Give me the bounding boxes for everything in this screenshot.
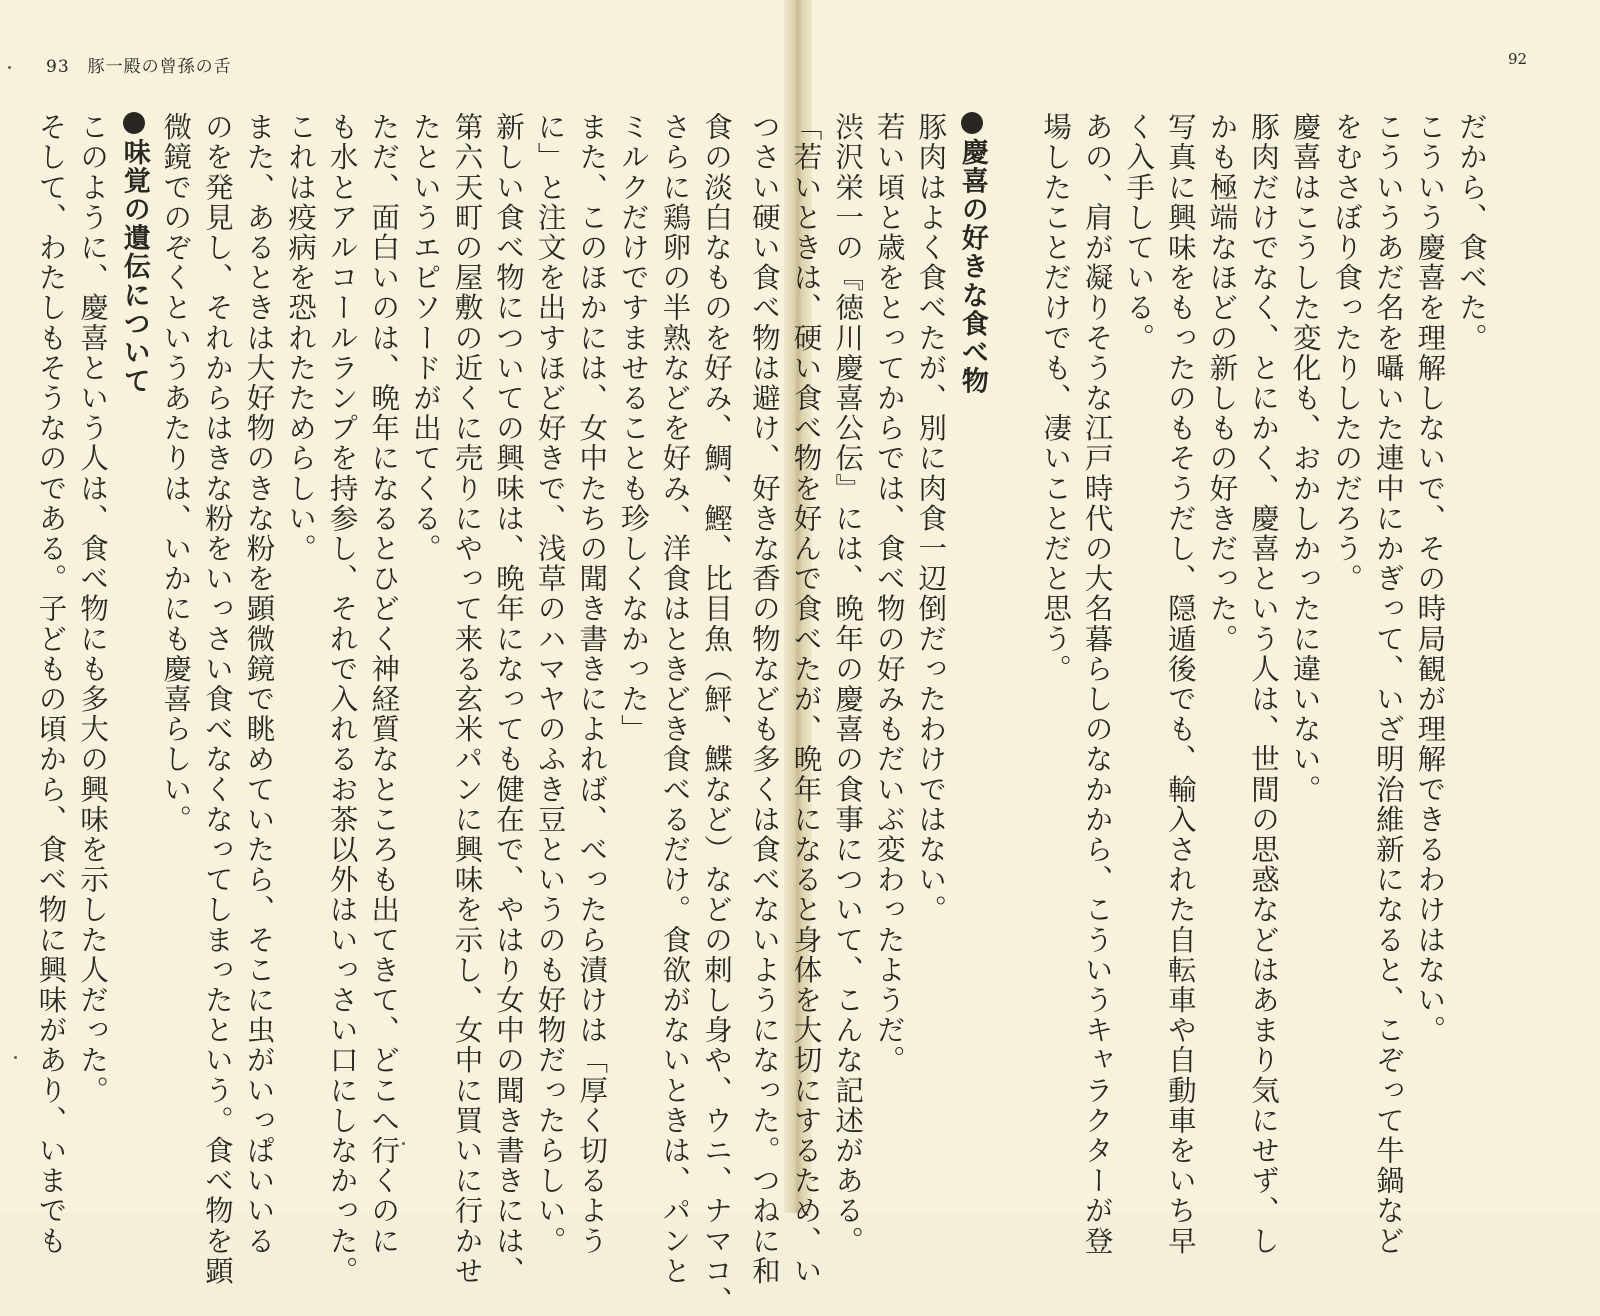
text-line: 豚肉だけでなく、とにかく、慶喜という人は、世間の思惑などはあまり気にせず、し <box>1247 112 1281 1256</box>
text-line: 場したことだけでも、凄いことだと思う。 <box>1039 112 1073 684</box>
text-line: あの、肩が凝りそうな江戸時代の大名暮らしのなかから、こういうキャラクターが登 <box>1080 112 1114 1256</box>
text-line: 若い頃と歳をとってからでは、食べ物の好みもだいぶ変わったようだ。 <box>872 112 906 1076</box>
scan-speck <box>14 1056 17 1059</box>
section-heading <box>951 112 993 1172</box>
section-heading <box>113 112 155 1172</box>
text-line: ただ、面白いのは、晩年になるとひどく神経質なところも出てきて、どこへ行くのに <box>367 112 401 1256</box>
text-line: のを発見し、それからはきな粉をいっさい食べなくなってしまったという。食べ物を顕 <box>200 112 234 1286</box>
text-line: 第六天町の屋敷の近くに売りにやって来る玄米パンに興味を示し、女中に買いに行かせ <box>450 112 484 1286</box>
text-line: 慶喜はこうした変化も、おかしかったに違いない。 <box>1288 112 1322 805</box>
left-running-head <box>46 52 232 77</box>
right-page-number: 92 <box>1508 50 1528 68</box>
text-line: そして、わたしもそうなのである。子どもの頃から、食べ物に興味があり、いまでも <box>34 112 68 1256</box>
text-line: 豚肉はよく食べたが、別に肉食一辺倒だったわけではない。 <box>914 112 948 925</box>
text-line: 微鏡でのぞくというあたりは、いかにも慶喜らしい。 <box>159 112 193 835</box>
text-line: さらに鶏卵の半熟などを好み、洋食はときどき食べるだけ。食欲がないときは、パンと <box>658 112 692 1286</box>
text-line: 食の淡白なものを好み、鯛、鰹、比目魚（鮃、鰈など）などの刺し身や、ウニ、ナマコ、 <box>700 112 733 1316</box>
text-line: く入手している。 <box>1122 112 1156 353</box>
left-page-number: 93 <box>46 57 70 77</box>
right-page-text <box>747 112 1492 1286</box>
bullet-dot-icon <box>961 112 983 134</box>
text-line: 渋沢栄一の『徳川慶喜公伝』には、晩年の慶喜の食事について、こんな記述がある。 <box>831 112 865 1256</box>
left-page-text <box>34 112 737 1316</box>
text-line: たというエピソードが出てくる。 <box>408 112 442 564</box>
text-line: 写真に興味をもったのもそうだし、隠遁後でも、輸入された自転車や自動車をいち早 <box>1163 112 1197 1256</box>
text-line: 新しい食べ物についての興味は、晩年になっても健在で、やはり女中の聞き書きには、 <box>492 112 526 1286</box>
text-line: も水とアルコールランプを持参し、それで入れるお茶以外はいっさい口にしなかった。 <box>325 112 359 1286</box>
text-line: だから、食べた。 <box>1455 112 1488 353</box>
section-heading-text: 慶喜の好きな食べ物 <box>956 138 988 396</box>
text-line: ミルクだけですませることも珍しくなかった」 <box>616 112 650 745</box>
bullet-dot-icon <box>123 112 145 134</box>
text-line: また、このほかには、女中たちの聞き書きによれば、べったら漬けは「厚く切るよう <box>575 112 609 1256</box>
text-line: このように、慶喜という人は、食べ物にも多大の興味を示した人だった。 <box>76 112 110 1106</box>
text-line: つさい硬い食べ物は避け、好きな香の物なども多くは食べないようになった。つねに和 <box>747 112 781 1286</box>
blank-line <box>993 112 1035 1172</box>
text-line: 「若いときは、硬い食べ物を好んで食べたが、晩年になると身体を大切にするため、い <box>789 112 823 1286</box>
scan-speck <box>8 66 11 69</box>
section-heading-text: 味覚の遺伝について <box>118 138 150 396</box>
text-line: また、あるときは大好物のきな粉を顕微鏡で眺めていたら、そこに虫がいっぱいいる <box>242 112 276 1256</box>
scan-speck <box>402 1142 405 1145</box>
running-title: 豚一殿の曾孫の舌 <box>87 57 232 77</box>
text-line: こういう慶喜を理解しないで、その時局観が理解できるわけはない。 <box>1413 112 1447 1046</box>
text-line: に」と注文を出すほど好きで、浅草のハマヤのふき豆というのも好物だったらしい。 <box>533 112 567 1256</box>
text-line: こういうあだ名を囁いた連中にかぎって、いざ明治維新になると、こぞって牛鍋など <box>1371 112 1405 1256</box>
text-line: かも極端なほどの新しもの好きだった。 <box>1205 112 1239 654</box>
text-line: これは疫病を恐れたためらしい。 <box>284 112 318 564</box>
text-line: をむさぼり食ったりしたのだろう。 <box>1330 112 1364 594</box>
